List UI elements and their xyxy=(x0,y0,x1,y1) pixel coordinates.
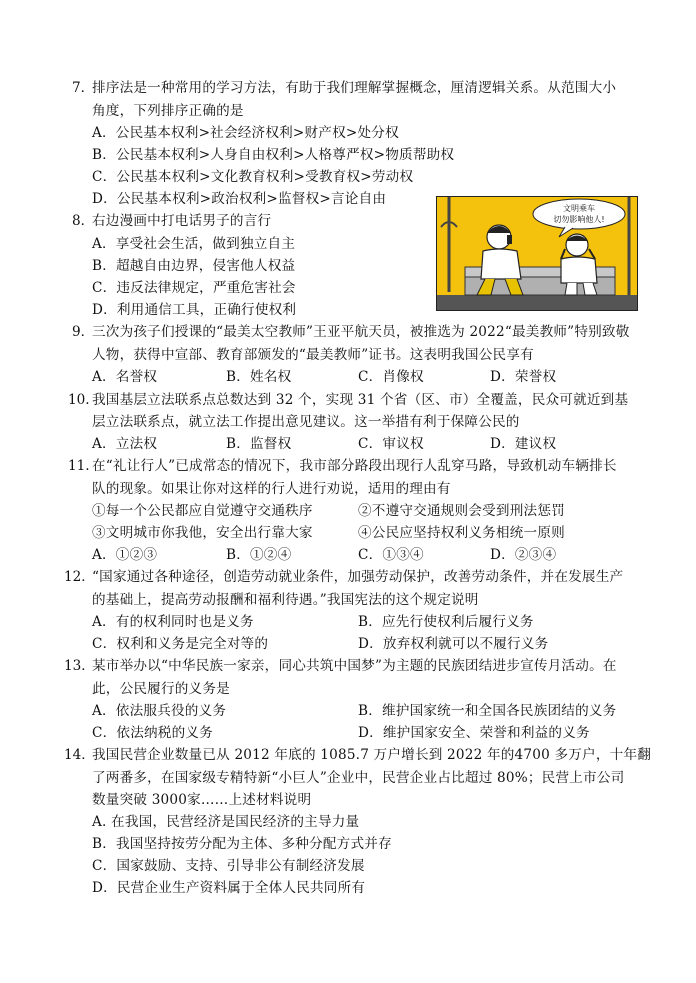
q12-option-c: C．权利和义务是完全对等的 xyxy=(92,636,269,652)
q7-option-c: C．公民基本权利>文化教育权利>受教育权>劳动权 xyxy=(92,169,414,185)
q10-option-c: C．审议权 xyxy=(358,436,424,452)
q7-option-b: B．公民基本权利>人身自由权利>人格尊严权>物质帮助权 xyxy=(92,147,455,163)
q8-stem: 右边漫画中打电话男子的言行 xyxy=(92,213,272,229)
q11-statement-2: ②不遵守交通规则会受到刑法惩罚 xyxy=(358,503,565,519)
q9-option-d: D．荣誉权 xyxy=(490,369,557,385)
q8-option-a: A．享受社会生活，做到独立自主 xyxy=(92,236,296,252)
q9-option-b: B．姓名权 xyxy=(226,369,292,385)
q14-option-b: B．我国坚持按劳分配为主体、多种分配方式并存 xyxy=(92,836,392,852)
q11-stem-line1: 在“礼让行人”已成常态的情况下，我市部分路段出现行人乱穿马路，导致机动车辆排长 xyxy=(92,458,617,474)
q11-statement-3: ③文明城市你我他，安全出行靠大家 xyxy=(92,525,313,541)
q14-stem-line1: 我国民营企业数量已从 2012 年底的 1085.7 万户增长到 2022 年的4700 多万户，十年翻 xyxy=(92,747,652,763)
q10-option-a: A．立法权 xyxy=(92,436,158,452)
q8-option-d: D．利用通信工具，正确行使权利 xyxy=(92,302,297,318)
q12-option-a: A．有的权利同时也是义务 xyxy=(92,614,254,630)
q11-number: 11. xyxy=(68,458,90,474)
q14-option-a: A. 在我国，民营经济是国民经济的主导力量 xyxy=(92,814,360,830)
q11-option-b: B．①②④ xyxy=(226,547,292,563)
q14-option-c: C．国家鼓励、支持、引导非公有制经济发展 xyxy=(92,858,365,874)
q13-option-c: C．依法纳税的义务 xyxy=(92,725,213,741)
q9-option-a: A．名誉权 xyxy=(92,369,158,385)
q11-statement-1: ①每一个公民都应自觉遵守交通秩序 xyxy=(92,503,313,519)
q13-stem-line1: 某市举办以“中华民族一家亲，同心共筑中国梦”为主题的民族团结进步宣传月活动。在 xyxy=(92,658,617,674)
q9-stem-line2: 人物，获得中宣部、教育部颁发的“最美教师”证书。这表明我国公民享有 xyxy=(92,347,534,363)
q13-stem-line2: 此，公民履行的义务是 xyxy=(92,681,230,697)
q14-stem-line2: 了两番多，在国家级专精特新“小巨人”企业中，民营企业占比超过 80%；民营上市公司 xyxy=(92,770,625,786)
q11-stem-line2: 队的现象。如果让你对这样的行人进行劝说，适用的理由有 xyxy=(92,481,451,497)
q10-stem-line2: 层立法联系点，就立法工作提出意见建议。这一举措有利于保障公民的 xyxy=(92,414,520,430)
cartoon-caption-line1: 文明乘车 xyxy=(563,204,595,213)
q7-number: 7． xyxy=(72,80,95,96)
q10-option-b: B．监督权 xyxy=(226,436,292,452)
q14-number: 14． xyxy=(64,747,95,763)
q11-option-c: C．①③④ xyxy=(358,547,424,563)
q12-stem-line1: “国家通过各种途径，创造劳动就业条件，加强劳动保护，改善劳动条件，并在发展生产 xyxy=(92,569,624,585)
q8-option-c: C．违反法律规定，严重危害社会 xyxy=(92,280,296,296)
q13-option-a: A．依法服兵役的义务 xyxy=(92,703,227,719)
q10-number: 10. xyxy=(68,392,90,408)
q7-stem-line1: 排序法是一种常用的学习方法，有助于我们理解掌握概念，厘清逻辑关系。从范围大小 xyxy=(92,80,617,96)
q13-number: 13． xyxy=(64,658,95,674)
q8-number: 8． xyxy=(72,213,95,229)
q13-option-d: D．维护国家安全、荣誉和利益的义务 xyxy=(358,725,590,741)
q9-stem-line1: 三次为孩子们授课的“最美太空教师”王亚平航天员，被推选为 2022“最美教师”特别致敬 xyxy=(92,324,630,340)
q10-stem-line1: 我国基层立法联系点总数达到 32 个，实现 31 个省（区、市）全覆盖，民众可就近到基 xyxy=(92,392,629,408)
q12-option-d: D．放弃权利就可以不履行义务 xyxy=(358,636,549,652)
q14-option-d: D．民营企业生产资料属于全体人民共同所有 xyxy=(92,880,366,896)
q9-option-c: C．肖像权 xyxy=(358,369,424,385)
q12-stem-line2: 的基础上，提高劳动报酬和福利待遇。”我国宪法的这个规定说明 xyxy=(92,592,479,608)
q13-option-b: B．维护国家统一和全国各民族团结的义务 xyxy=(358,703,617,719)
q7-stem-line2: 角度，下列排序正确的是 xyxy=(92,103,244,119)
cartoon-illustration xyxy=(437,197,637,310)
q14-stem-line3: 数量突破 3000家……上述材料说明 xyxy=(92,792,312,808)
q11-option-d: D．②③④ xyxy=(490,547,557,563)
q11-option-a: A．①②③ xyxy=(92,547,158,563)
q9-number: 9． xyxy=(72,324,95,340)
q8-option-b: B．超越自由边界，侵害他人权益 xyxy=(92,258,296,274)
q12-number: 12． xyxy=(64,569,95,585)
cartoon-caption-line2: 切勿影响他人! xyxy=(553,215,605,224)
q11-statement-4: ④公民应坚持权利义务相统一原则 xyxy=(358,525,565,541)
q12-option-b: B．应先行使权利后履行义务 xyxy=(358,614,534,630)
cartoon-image xyxy=(436,196,638,311)
q7-option-a: A．公民基本权利>社会经济权利>财产权>处分权 xyxy=(92,125,399,141)
q7-option-d: D．公民基本权利>政治权利>监督权>言论自由 xyxy=(92,191,387,207)
q10-option-d: D．建议权 xyxy=(490,436,557,452)
